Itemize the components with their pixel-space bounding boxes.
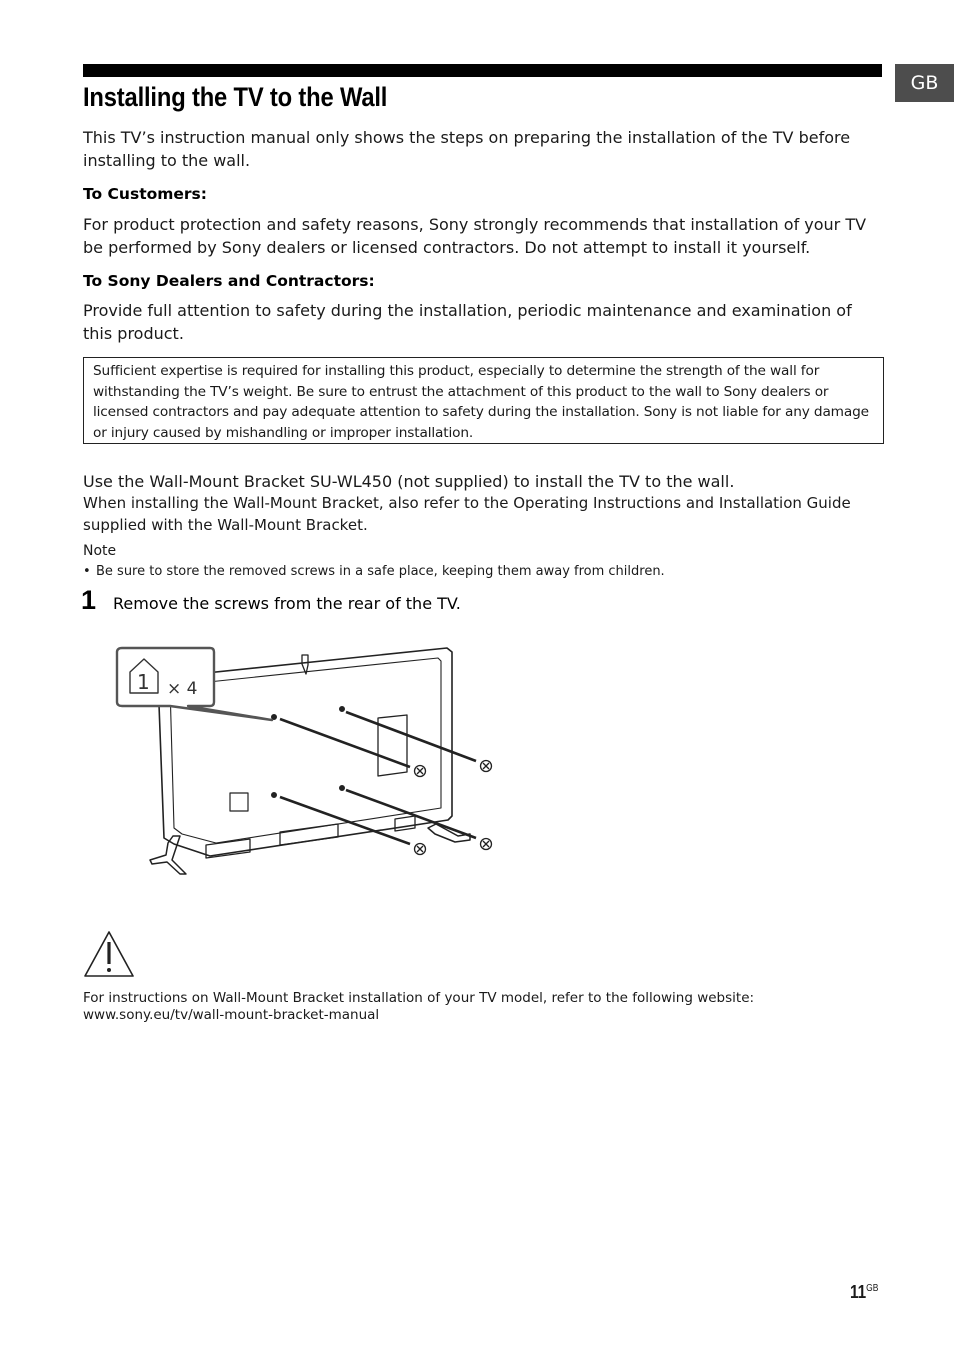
step-number: 1: [81, 585, 97, 615]
dealers-paragraph: Provide full attention to safety during the installation, periodic maintenance and examination of this product.: [83, 301, 852, 343]
tv-rear-illustration: [110, 638, 510, 883]
intro-paragraph: This TV’s instruction manual only shows the steps on preparing the installation of the TV before installing to the wall.: [83, 128, 851, 170]
caution-icon: [83, 930, 135, 978]
page-number-suffix: GB: [866, 1283, 879, 1294]
page-number-value: 11: [850, 1282, 867, 1302]
footnote-text: For instructions on Wall-Mount Bracket installation of your TV model, refer to the following website:: [83, 990, 755, 1006]
language-tab: GB: [895, 64, 954, 102]
title-rule: [83, 64, 882, 77]
customers-heading: To Customers:: [83, 185, 207, 203]
customers-paragraph: For product protection and safety reasons, Sony strongly recommends that installation of your TV be performed by Sony dealers or licensed contractors. Do not attempt to install it yourself.: [83, 215, 867, 257]
screw-callout-number: 1: [137, 670, 150, 694]
note-text: Be sure to store the removed screws in a safe place, keeping them away from children.: [96, 564, 665, 579]
page-title: Installing the TV to the Wall: [83, 82, 388, 112]
step-text: Remove the screws from the rear of the TV.: [113, 594, 461, 613]
page-number: [850, 1282, 878, 1303]
note-bullet: [83, 564, 665, 579]
note-label: Note: [83, 543, 117, 559]
bullet-dot: •: [83, 564, 91, 579]
bracket-line: Use the Wall-Mount Bracket SU-WL450 (not supplied) to install the TV to the wall.: [83, 472, 735, 491]
warning-box: Sufficient expertise is required for installing this product, especially to determine the strength of the wall for withstanding the TV’s weight. Be sure to entrust the attachment of this product to the wall to Sony dealers or licensed contractors and pay adequate attention to safety during the installation. Sony is not liable for any damage or injury caused by mishandling or improper installation.: [83, 357, 884, 444]
footnote-url[interactable]: www.sony.eu/tv/wall-mount-bracket-manual: [83, 1007, 380, 1023]
bracket-detail: When installing the Wall-Mount Bracket, also refer to the Operating Instructions and Installation Guide supplied with the Wall-Mount Bracket.: [83, 494, 851, 534]
footnote: [83, 990, 754, 1024]
screw-count: × 4: [167, 679, 198, 699]
left-stand: [150, 836, 186, 874]
dealers-heading: To Sony Dealers and Contractors:: [83, 272, 375, 290]
